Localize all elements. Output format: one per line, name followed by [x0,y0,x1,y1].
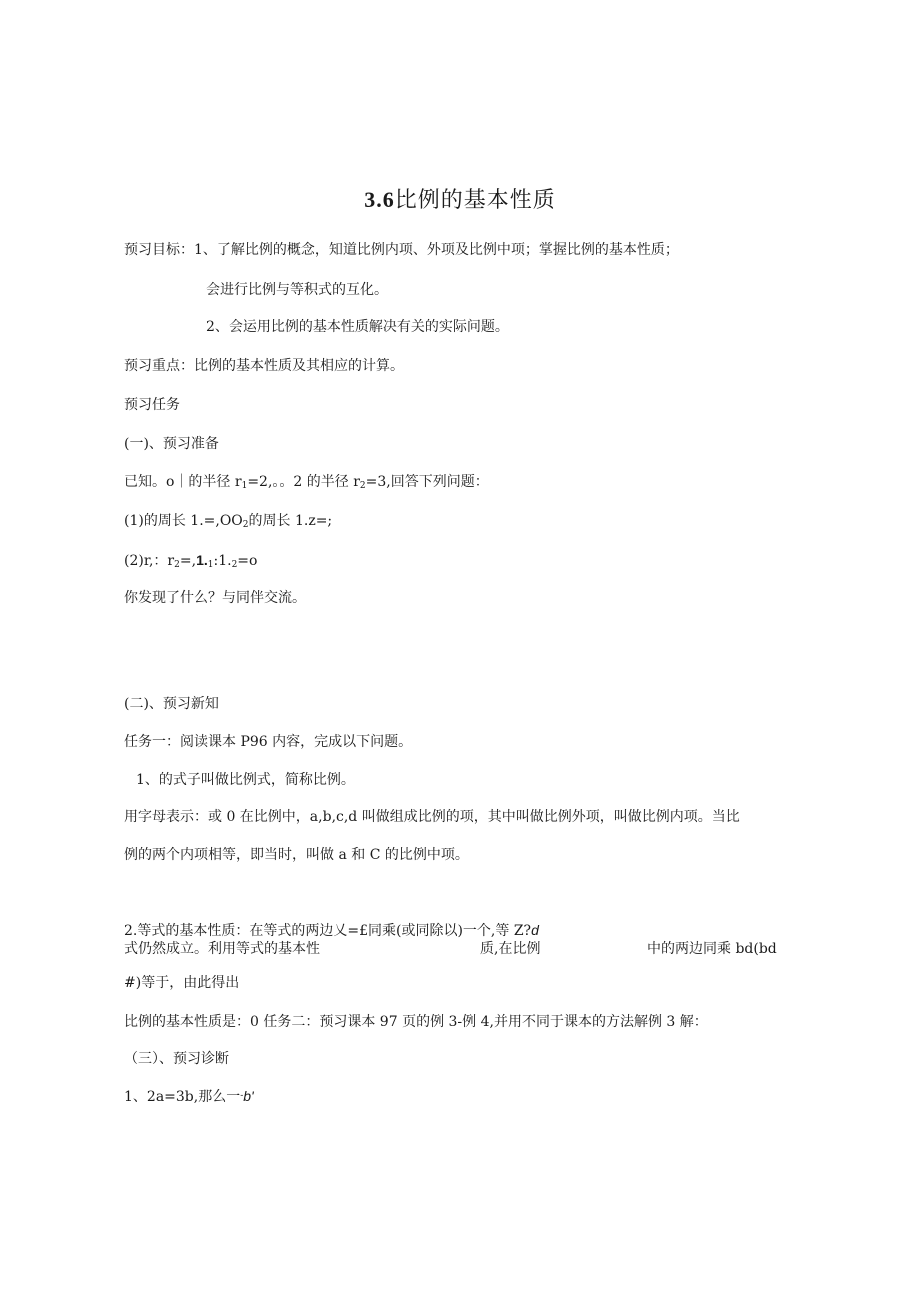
diagnosis-italic-b: b' [243,1088,254,1104]
property-line-2-c: 中的两边同乘 bd(bd [647,941,777,957]
discover-line: 你发现了什么？与同伴交流。 [124,590,306,606]
q2-sub-3: 2 [231,560,238,570]
q2-sub-2: 1 [207,560,214,570]
diagnosis-fraction-mark: - [240,1091,244,1101]
question-1-line [124,512,332,534]
representation-line-2: 例的两个内项相等，即当时，叫做 a 和 C 的比例中项。 [124,847,469,863]
representation-line-1: 用字母表示：或 0 在比例中，a,b,c,d 叫做组成比例的项，其中叫做比例外项，叫做比例内项。当比 [124,809,740,825]
property-line-3: #)等于，由此得出 [124,975,240,991]
diagnosis-question-1 [124,1087,254,1106]
section-1-heading: (一)、预习准备 [124,436,219,452]
q2-text-a: (2)r,：r [124,553,175,569]
task-1-line: 任务一：阅读课本 P96 内容，完成以下问题。 [124,734,413,750]
diagnosis-text-a: 1、2a=3b,那么一 [124,1089,241,1105]
known-text-b: =2,。。2 的半径 r [247,474,360,490]
page-title [0,186,920,215]
q2-text-d: :1. [213,553,232,569]
q2-text-c: 1. [196,552,208,568]
goals-line-2: 会进行比例与等积式的互化。 [206,282,388,298]
item-1-line: 1、的式子叫做比例式，简称比例。 [136,772,355,788]
q1-sub: 2 [242,520,249,530]
question-2-line [124,551,257,574]
task-heading: 预习任务 [124,397,180,413]
property-text-a: 2.等式的基本性质：在等式的两边乂=£同乘(或同除以)一个,等 Z? [124,923,532,939]
title-number: 3.6 [364,187,395,212]
property-line-2-b: 质,在比例 [480,941,541,957]
known-sub-2: 2 [359,481,366,491]
property-line-4: 比例的基本性质是：0 任务二：预习课本 97 页的例 3-例 4,并用不同于课本的方法解例 3 解： [124,1014,708,1030]
known-line [124,473,489,495]
q2-text-e: =o [237,553,258,569]
q1-text-a: (1)的周长 1.=,OO [124,513,243,529]
goals-line-3: 2、会运用比例的基本性质解决有关的实际问题。 [206,319,509,335]
q2-sub-1: 2 [174,560,180,570]
property-line-2-a: 式仍然成立。利用等式的基本性 [124,941,320,957]
key-point: 预习重点：比例的基本性质及其相应的计算。 [124,358,404,374]
title-text: 比例的基本性质 [394,188,556,213]
known-sub-1: 1 [241,481,248,491]
section-3-heading: （三）、预习诊断 [124,1051,229,1067]
property-italic-d: d [531,922,539,938]
goals-line-1: 预习目标：1、了解比例的概念，知道比例内项、外项及比例中项；掌握比例的基本性质； [124,242,679,258]
section-2-heading: (二)、预习新知 [124,696,219,712]
q2-text-b: =, [179,553,197,569]
known-text-a: 已知。o｜的半径 r [124,474,242,490]
known-text-c: =3,回答下列问题： [365,474,489,490]
property-line-1 [124,921,539,940]
q1-text-b: 的周长 1.z=; [248,513,333,529]
